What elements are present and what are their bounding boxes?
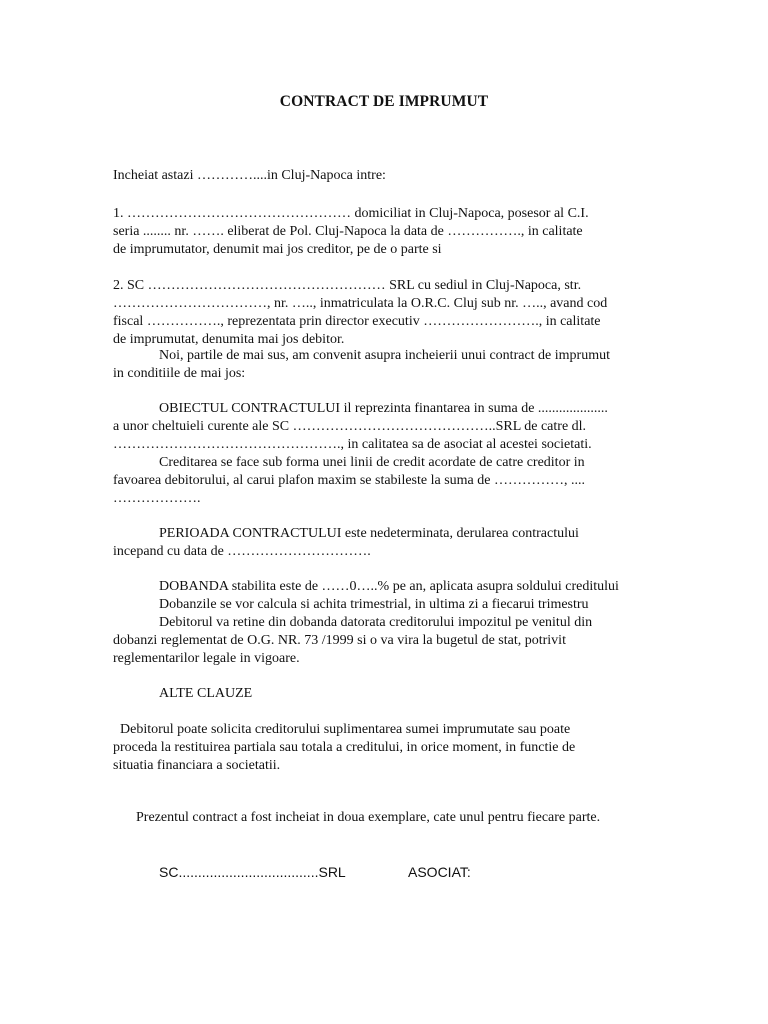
clauses-line-1: Debitorul poate solicita creditorului suplimentarea sumei imprumutate sau poate	[120, 722, 571, 737]
closing-line: Prezentul contract a fost incheiat in doua exemplare, cate unul pentru fiecare parte.	[136, 810, 601, 825]
period-line-1: PERIOADA CONTRACTULUI este nedeterminata, derularea contractului	[159, 526, 579, 541]
party-1-line-1: 1. ………………………………………… domiciliat in Cluj-Napoca, posesor al C.I.	[113, 206, 589, 221]
credit-line-3: ……………….	[113, 491, 201, 506]
party-2-line-3: fiscal ……………., reprezentata prin director executiv ……………………., in calitate	[113, 314, 601, 329]
interest-line-3: Debitorul va retine din dobanda datorata creditorului impozitul pe venitul din	[159, 615, 593, 630]
credit-line-1: Creditarea se face sub forma unei linii de credit acordate de catre creditor in	[159, 455, 585, 470]
interest-line-1: DOBANDA stabilita este de ……0…..% pe an, aplicata asupra soldului creditului	[159, 579, 619, 594]
period-line-2: incepand cu data de ………………………….	[113, 544, 371, 559]
clauses-line-3: situatia financiara a societatii.	[113, 758, 281, 773]
object-line-1: OBIECTUL CONTRACTULUI il reprezinta finantarea in suma de ....................	[159, 401, 608, 416]
credit-line-2: favoarea debitorului, al carui plafon maxim se stabileste la suma de ……………, ....	[113, 473, 585, 488]
signature-right: ASOCIAT:	[408, 864, 471, 880]
party-2-line-1: 2. SC …………………………………………… SRL cu sediul in Cluj-Napoca, str.	[113, 278, 582, 293]
party-1-line-2: seria ........ nr. ……. eliberat de Pol. Cluj-Napoca la data de ……………., in calitate	[113, 224, 583, 239]
object-line-2: a unor cheltuieli curente ale SC ……………………………………..SRL de catre dl.	[113, 419, 587, 434]
document-title: CONTRACT DE IMPRUMUT	[279, 93, 489, 110]
party-1-line-3: de imprumutator, denumit mai jos creditor, pe de o parte si	[113, 242, 442, 257]
interest-line-5: reglementarilor legale in vigoare.	[113, 651, 300, 666]
agreement-line-1: Noi, partile de mai sus, am convenit asupra incheierii unui contract de imprumut	[159, 348, 610, 363]
object-line-3: …………………………………………., in calitatea sa de asociat al acestei societati.	[113, 437, 592, 452]
party-2-line-4: de imprumutat, denumita mai jos debitor.	[113, 332, 345, 347]
signature-left: SC....................................SRL	[159, 864, 346, 880]
intro-line: Incheiat astazi …………....in Cluj-Napoca intre:	[113, 168, 386, 183]
agreement-line-2: in conditiile de mai jos:	[113, 366, 246, 381]
interest-line-2: Dobanzile se vor calcula si achita trimestrial, in ultima zi a fiecarui trimestru	[159, 597, 589, 612]
interest-line-4: dobanzi reglementat de O.G. NR. 73 /1999 si o va vira la bugetul de stat, potrivit	[113, 633, 566, 648]
other-clauses-heading: ALTE CLAUZE	[159, 686, 253, 701]
party-2-line-2: ……………………………, nr. ….., inmatriculata la O.R.C. Cluj sub nr. ….., avand cod	[113, 296, 608, 311]
clauses-line-2: proceda la restituirea partiala sau totala a creditului, in orice moment, in functie de	[113, 740, 576, 755]
